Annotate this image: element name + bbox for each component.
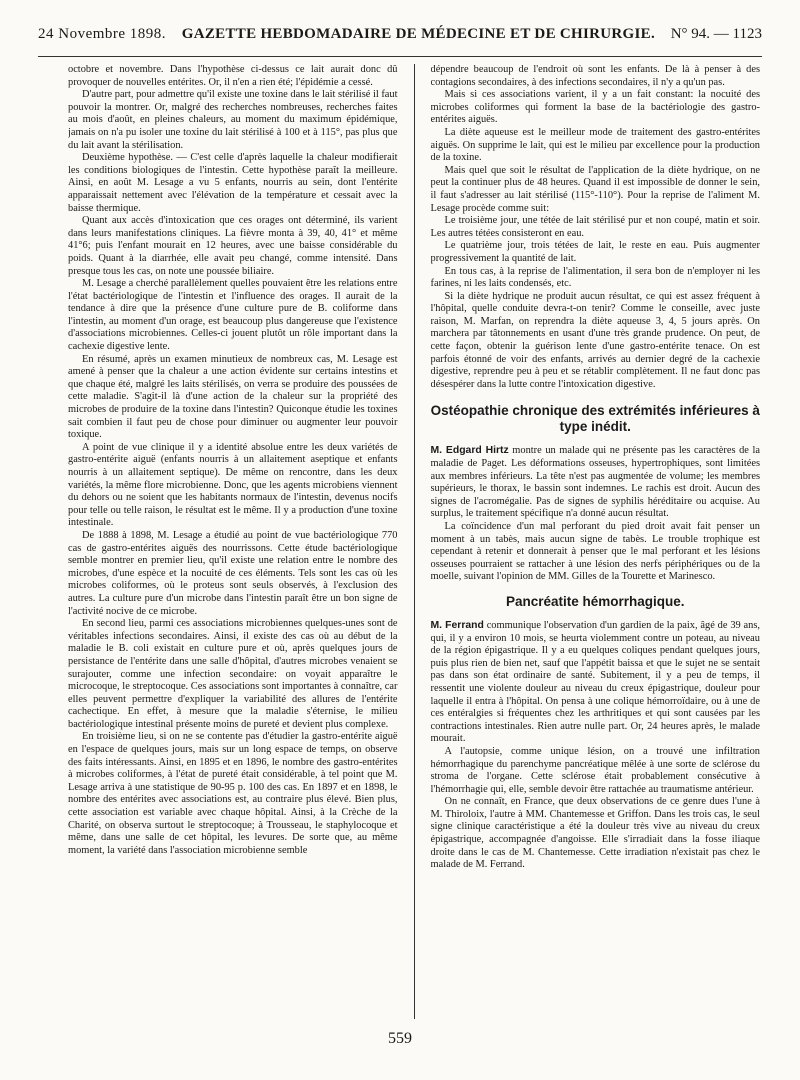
section-osteopathie-para-2: La coïncidence d'un mal perforant du pied droit avait fait penser un moment à un tabès, mais aucun signe de tabès. Le trouble trophique est cependant à retenir et donnerait à penser que le mal perforant et les lésions osseuses pourraient se rattacher à une lésion des nerfs périphériques ou de la moelle, suivant l'opinion de MM. Gilles de la Tourette et Marinesco. [430,521,760,583]
paragraph: En second lieu, parmi ces associations microbiennes quelques-unes sont de véritables infections secondaires. Ainsi, il existe des cas où au début de la maladie le B. coli existait en culture pure et où, après quelques jours de persistance de l'entérite dans une salle d'hôpital, d'autres microbes venaient se surajouter, comme une infection secondaire: on voyait apparaître le microcoque, le streptocoque. Ces associations sont importantes à connaître, car elles peuvent permettre d'expliquer la variabilité des allures de l'entérite cachectique. En effet, à mesure que la maladie s'éternise, le milieu bactériologique intestinal présente moins de pureté et devient plus complexe. [68,618,398,730]
text-columns [68,64,760,1019]
running-head [38,26,762,57]
issue-number: N° 94. — 1123 [670,26,762,42]
paragraph: M. Lesage a cherché parallèlement quelles pouvaient être les relations entre l'état bactériologique de l'intestin et l'influence des orages. Il aurait de la tendance à dire que la présence d'une culture pure de B. coliforme dans l'intestin, au moment d'un orage, est beaucoup plus dangereuse que l'existence d'associations microbiennes. Celles-ci jouent plutôt un rôle important dans la cachexie digestive lente. [68,278,398,353]
paragraph: Mais si ces associations varient, il y a un fait constant: la nocuité des microbes coliformes qui forment la base de la bactériologie des gastro-entérites aiguës. [430,89,760,126]
paragraph: Mais quel que soit le résultat de l'application de la diète hydrique, on ne peut la continuer plus de 48 heures. Quand il est impossible de donner le sein, il faut s'adresser au lait stérilisé (115°-110°). Pour la reprise de l'aliment M. Lesage procède comme suit: [430,164,760,214]
speaker-name: M. Ferrand [430,619,484,631]
paragraph: Deuxième hypothèse. — C'est celle d'après laquelle la chaleur modifierait les conditions biologiques de l'intestin. Cette hypothèse paraît la meilleure. Ainsi, en août M. Lesage a vu 5 enfants, nourris au sein, dont l'entérite apparaissait nettement avec l'élévation de la température et cessait avec la baisse thermique. [68,152,398,214]
paragraph: Quant aux accès d'intoxication que ces orages ont déterminé, ils varient dans leurs manifestations cliniques. La fièvre monta à 39, 40, 41° et même 41°6; puis l'enfant mourait en 12 heures, avec une baisse considérable du poids. Quant à la diarrhée, elle avait peu changé, comme intensité. Dans presque tous les cas, on note une poussée biliaire. [68,215,398,277]
section-title-pancreatite: Pancréatite hémorrhagique. [505,593,685,609]
paragraph: En résumé, après un examen minutieux de nombreux cas, M. Lesage est amené à penser que la chaleur a une action évidente sur certains intestins et que chaque été, malgré les laits stérilisés, on verra se produire des poussées de cette maladie. S'agit-il là d'une action de la chaleur sur la propriété des microbes de produire de la toxine dans l'intestin? Quiconque étudie les toxines sait combien il faut peu de chose pour diminuer ou augmenter leur pouvoir toxique. [68,353,398,441]
paragraph: D'autre part, pour admettre qu'il existe une toxine dans le lait stérilisé il faut pouvoir la montrer. Or, malgré des recherches nombreuses, recherches faites au mois d'août, en pleines chaleurs, au moment du maximum épidémique, jamais on n'a pu isoler une toxine du lait stérilisé à 100 et à 115°, pas plus que du lait avant la stérilisation. [68,89,398,151]
left-column [68,64,398,1019]
page-number: 559 [388,1030,412,1047]
paragraph: Si la diète hydrique ne produit aucun résultat, ce qui est assez fréquent à l'hôpital, quelle conduite devra-t-on tenir? Comme le conseille, avec juste raison, M. Marfan, on reprendra la diète aqueuse 3, 4, 5 jours après. On marchera par tâtonnements en usant d'une très grande prudence. On peut, de cette façon, obtenir la guérison lente d'une gastro-entérite tenace. On est parfois étonné de voir des enfants, arrivés au dernier degré de la cachexie digestive, reprendre peu à peu et se rétablir complètement. Il ne faut donc pas désespérer dans la lutte contre l'intoxication digestive. [430,290,760,390]
paragraph: De 1888 à 1898, M. Lesage a étudié au point de vue bactériologique 770 cas de gastro-entérites aiguës des nourrissons. Cette étude bactériologique semble montrer en premier lieu, qu'il existe une relation entre le nombre des microbes, d'une espèce et la nocuité de ces éléments. Tels sont les cas où les microbes coliformes, où le proteus sont seuls observés, à l'exclusion des autres. La culture pure d'un microbe dans l'intestin paraît être un bon signe de l'activité nocive de ce microbe. [68,529,398,617]
paragraph: La diète aqueuse est le meilleur mode de traitement des gastro-entérites aiguës. On supprime le lait, qui est le milieu par excellence pour la production de la toxine. [430,126,760,164]
right-column-continuation [431,64,761,391]
section-pancreatite-para-2: A l'autopsie, comme unique lésion, on a trouvé une infiltration hémorrhagique du parenchyme pancréatique mêlée à une sorte de sclérose du stroma de l'organe. Cette sclérose était probablement consécutive à l'hémorrhagie qui, elle, semble devoir être rattachée au traumatisme antérieur. [430,745,760,795]
right-column [431,64,761,1019]
journal-title: GAZETTE HEBDOMADAIRE DE MÉDECINE ET DE CHIRURGIE. [181,26,656,42]
speaker-name: M. Edgard Hirtz [430,445,509,457]
paragraph: Le troisième jour, une tétée de lait stérilisé pur et non coupé, matin et soir. Les autres tétées consisteront en eau. [430,215,760,239]
paragraph: Le quatrième jour, trois tétées de lait, le reste en eau. Puis augmenter progressivement la quantité de lait. [430,240,760,264]
column-rule [414,64,415,1019]
paragraph: En tous cas, à la reprise de l'alimentation, il sera bon de n'employer ni les farines, ni les laits condensés, etc. [430,265,760,290]
paragraph: En troisième lieu, si on ne se contente pas d'étudier la gastro-entérite aiguë en l'espace de quelques jours, mais sur un long espace de temps, on observe des faits intéressants. Ainsi, en 1895 et en 1896, le nombre des gastro-entérites à microbes coliformes, à l'état de pureté était considérable, à tel point que M. Lesage arriva à une statistique de 90-95 p. 100 des cas. En 1897 et en 1898, le nombre des entérites avec associations est, au contraire plus élevé. Bien plus, cette association est variable avec chaque hôpital. Ainsi, à la Crèche de la Charité, on observa surtout le streptocoque; à Trousseau, le staphylocoque et même, dans une salle de cet hôpital, les levures. De sorte que, au même moment, la variété dans l'association microbienne semble [68,731,398,856]
paragraph: octobre et novembre. Dans l'hypothèse ci-dessus ce lait aurait donc dû provoquer de nouvelles entérites. Or, il n'en a rien été; l'épidémie a cessé. [68,64,398,88]
section-pancreatite-para-1: M. Ferrand communique l'observation d'un gardien de la paix, âgé de 39 ans, qui, il y a environ 10 mois, se heurta violemment contre un poteau, au niveau de la région épigastrique. Il y a eu quelques coliques pendant quelques jours, puis plus rien de bien net, sauf que l'appétit baissa et que le sujet ne se sentait pas dans son état ordinaire de santé. Subitement, il y a peu de temps, il ressentit une violente douleur au niveau du creux épigastrique, douleur pour laquelle il entra à l'hôpital. On pensa à une colique hémorroïdaire, ou à une de ces entéralgies si fréquentes chez les arthritiques et qui sont causées par les contractions intestinales. Rien autre nulle part. Or, 24 heures après, le malade mourait. [430,619,760,745]
issue-date: 24 Novembre 1898. [38,26,167,42]
section-osteopathie-para-1: M. Edgard Hirtz montre un malade qui ne présente pas les caractères de la maladie de Paget. Les déformations osseuses, hypertrophiques, sont limitées aux membres inférieurs. La tête n'est pas augmentée de volume; les membres supérieurs, le thorax, le bassin sont indemnes. Le rachis est droit. Aucun des signes de l'acromégalie. Pas de signes de syphilis héréditaire ou acquise. Au surplus, le traitement spécifique n'a donné aucun résultat. [430,445,760,520]
paragraph: A point de vue clinique il y a identité absolue entre les deux variétés de gastro-entérite aiguë (enfants nourris à un allaitement aseptique et enfants nourris à un allaitement septique). De même on rencontre, dans les deux variétés, la même flore microbienne. Donc, que les agents microbiens viennent du dehors ou ne soient que les habitants normaux de l'intestin, devenus nocifs pour telle ou telle raison, le résultat est le même. Il y a production d'une toxine intestinale. [68,441,398,529]
paragraph: dépendre beaucoup de l'endroit où sont les enfants. De là à penser à des contagions secondaires, à des infections secondaires, il n'y a qu'un pas. [430,64,760,88]
section-pancreatite-para-3: On ne connaît, en France, que deux observations de ce genre dues l'une à M. Thiroloix, l'autre à MM. Chantemesse et Griffon. Dans les trois cas, le seul signe clinique caractéristique a été la douleur très vive au niveau du creux épigastrique, accompagnée d'angoisse. Elle s'irradiait dans la fosse iliaque droite dans le cas de M. Chantemesse. Cette irradiation n'existait pas chez le malade de M. Ferrand. [430,796,760,871]
section-title-osteopathie: Ostéopathie chronique des extrémités inférieures à type inédit. [430,403,760,435]
